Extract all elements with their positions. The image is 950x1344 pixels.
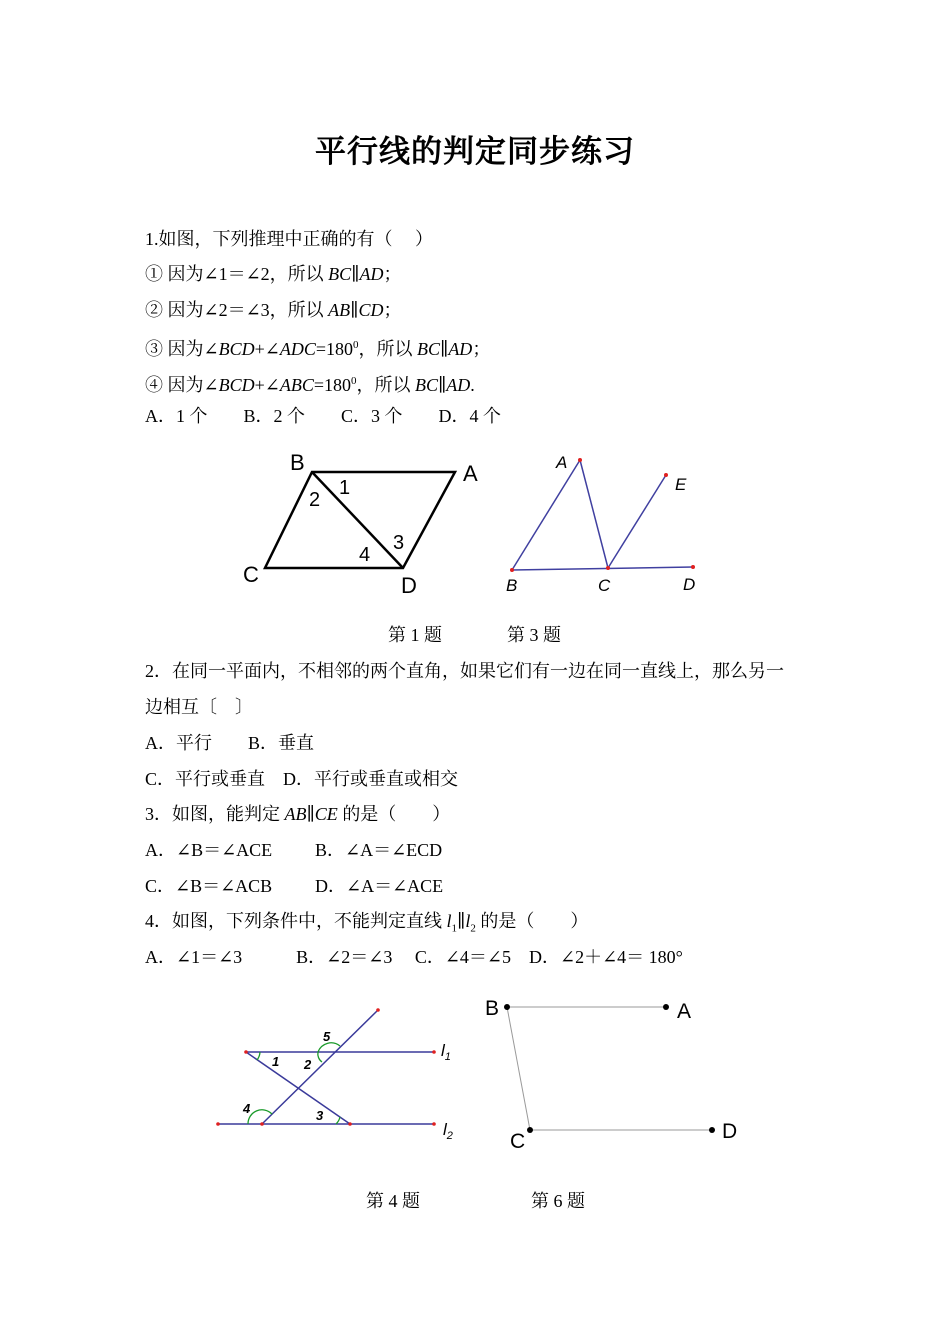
segment-ce <box>608 475 666 568</box>
q4-stem <box>145 909 588 941</box>
q3-options-ab <box>145 838 442 862</box>
item-relation: BC∥AD <box>414 375 471 395</box>
q4-sub-2: 2 <box>470 922 476 935</box>
q3-stem-pre: 3．如图，能判定 <box>145 804 285 824</box>
label-a: A <box>463 461 478 486</box>
point-a <box>578 458 582 462</box>
label-d: D <box>722 1120 738 1143</box>
point-c <box>606 566 610 570</box>
label-l1: $l_1$ <box>441 1041 451 1063</box>
item-sup: 0 <box>353 339 359 351</box>
item-end: ； <box>383 300 402 320</box>
label-angle-1: 1 <box>272 1054 280 1069</box>
label-angle-5: 5 <box>323 1029 331 1044</box>
label-a: A <box>677 1000 692 1023</box>
q1-item-3 <box>145 333 490 364</box>
item-plus: + <box>254 339 265 359</box>
item-end: ； <box>383 264 402 284</box>
caption-figure-1: 第 1 题 <box>388 625 442 645</box>
item-relation: AB∥CD <box>328 300 384 320</box>
q2-options-2: C．平行或垂直 D．平行或垂直或相交 <box>145 769 459 789</box>
figure-4 <box>210 1000 470 1150</box>
q4-parallel: ∥ <box>457 911 466 931</box>
point <box>376 1008 380 1012</box>
caption-figure-3: 第 3 题 <box>507 625 561 645</box>
item-mark: ② <box>145 300 163 320</box>
q3-stem <box>145 802 450 826</box>
label-d: D <box>683 575 696 594</box>
label-b: B <box>506 576 518 595</box>
item-text: 因为∠2＝∠3，所以 <box>167 300 329 320</box>
label-d: D <box>401 573 417 598</box>
figure-3 <box>500 450 710 600</box>
label-angle-2: 2 <box>304 1057 312 1072</box>
q2-options-1: A．平行 B．垂直 <box>145 733 315 753</box>
point <box>432 1050 436 1054</box>
segment-bc <box>507 1007 530 1130</box>
item-text: 因为∠ <box>167 339 219 359</box>
item-angle2: ∠ABC <box>264 375 314 395</box>
page-title: 平行线的判定同步练习 <box>315 134 635 170</box>
label-c: C <box>598 576 611 595</box>
label-b: B <box>485 997 500 1020</box>
label-b: B <box>290 450 305 475</box>
point <box>244 1050 248 1054</box>
q1-item-4 <box>145 369 475 397</box>
q4-line-l1: l <box>446 911 452 931</box>
label-e: E <box>675 475 687 494</box>
q2-line-2: 边相互〔 〕 <box>145 697 253 717</box>
item-mark: ① <box>145 264 163 284</box>
q1-item-1 <box>145 262 401 286</box>
label-l2: $l_2$ <box>443 1120 453 1142</box>
point-d <box>709 1127 715 1133</box>
item-eq: =180 <box>315 339 353 359</box>
angle-arc-2 <box>318 1052 322 1062</box>
point-c <box>527 1127 533 1133</box>
figure-1 <box>235 445 495 598</box>
item-mid: ，所以 <box>356 375 415 395</box>
q3-stem-relation: AB∥CE <box>284 804 338 824</box>
label-angle-3: 3 <box>316 1108 324 1123</box>
label-angle-3: 3 <box>393 532 405 554</box>
label-angle-4: 4 <box>243 1101 251 1116</box>
q3-option-a: A．∠B＝∠ACE <box>145 840 273 860</box>
angle-arc-3 <box>336 1117 340 1124</box>
label-c: C <box>243 562 259 587</box>
diagonal-bd <box>312 472 403 568</box>
point-b <box>504 1004 510 1010</box>
q3-stem-post: 的是（ ） <box>337 804 451 824</box>
item-text: 因为∠1＝∠2，所以 <box>167 264 329 284</box>
q1-stem: 1.如图，下列推理中正确的有（ ） <box>145 229 433 249</box>
item-text: 因为∠ <box>167 375 219 395</box>
q3-option-c: C．∠B＝∠ACB <box>145 876 273 896</box>
label-angle-1: 1 <box>339 477 351 499</box>
q2-line-1: 2．在同一平面内，不相邻的两个直角，如果它们有一边在同一直线上，那么另一 <box>145 661 784 681</box>
q4-sub-1: 1 <box>451 922 458 935</box>
segment-ac <box>580 460 608 568</box>
item-plus: + <box>254 375 265 395</box>
q4-line-l2: l <box>465 911 471 931</box>
point <box>348 1122 352 1126</box>
point-e <box>664 473 668 477</box>
point <box>432 1122 436 1126</box>
q3-option-b: B．∠A＝∠ECD <box>315 840 443 860</box>
caption-figure-6: 第 6 题 <box>531 1191 585 1211</box>
point-b <box>510 568 514 572</box>
label-a: A <box>556 453 568 472</box>
item-angle1: BCD <box>218 339 255 359</box>
point <box>260 1122 264 1126</box>
item-angle1: BCD <box>218 375 255 395</box>
label-angle-2: 2 <box>309 489 321 511</box>
item-relation: BC∥AD <box>328 264 384 284</box>
segment-bd <box>512 567 693 570</box>
caption-figure-4: 第 4 题 <box>366 1191 420 1211</box>
item-mark: ③ <box>145 339 163 359</box>
label-angle-4: 4 <box>359 544 371 566</box>
segment-ba <box>512 460 580 570</box>
item-mid: ，所以 <box>358 339 417 359</box>
point <box>216 1122 220 1126</box>
transversal-1 <box>262 1010 378 1124</box>
figure-6 <box>480 990 750 1160</box>
item-eq: =180 <box>313 375 351 395</box>
q3-options-cd <box>145 874 443 898</box>
item-angle2: ∠ADC <box>264 339 316 359</box>
label-c: C <box>510 1130 526 1153</box>
item-sup: 0 <box>350 375 357 387</box>
transversal-2 <box>246 1052 350 1124</box>
q1-item-2 <box>145 298 401 322</box>
q1-options: A．1 个 B．2 个 C．3 个 D．4 个 <box>145 406 502 426</box>
item-relation: BC∥AD <box>417 339 473 359</box>
point-d <box>691 565 695 569</box>
item-end: . <box>470 375 475 395</box>
item-mark: ④ <box>145 375 163 395</box>
angle-arc-1 <box>257 1052 260 1060</box>
item-end: ； <box>472 339 491 359</box>
point-a <box>663 1004 669 1010</box>
q4-options: A．∠1＝∠3 B．∠2＝∠3 C．∠4＝∠5 D．∠2＋∠4＝ 180° <box>145 947 683 967</box>
q4-stem-post: 的是（ ） <box>475 911 589 931</box>
q4-stem-pre: 4．如图，下列条件中，不能判定直线 <box>145 911 447 931</box>
q3-option-d: D．∠A＝∠ACE <box>315 876 444 896</box>
